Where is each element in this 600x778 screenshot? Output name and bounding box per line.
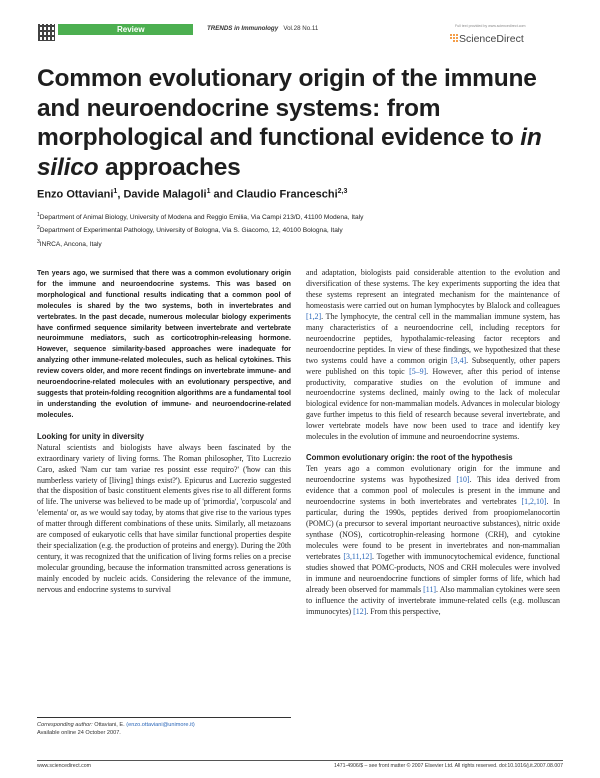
page-footer [37,760,563,769]
citation-link[interactable]: [1,2] [306,311,322,321]
affil-sup: 1 [37,212,40,218]
abstract [37,269,291,422]
correspondence-note [37,717,291,737]
author-name: Claudio Franceschi [236,188,338,201]
left-column [37,269,291,596]
sciencedirect-logo[interactable]: ScienceDirect [459,33,524,45]
author-name: Davide Malagoli [123,188,207,201]
section-label: Review [117,25,145,34]
affil-text: Department of Animal Biology, University of Modena and Reggio Emilia, Via Campi 213/D, 41100 Modena, Italy [39,214,364,222]
affil-sup: 2 [37,225,40,232]
text-run: . In particular, during the 1990s, peptides derived from proopiomelanocortin (POMC) (a precursor to several important neuroactive substances), nitric oxide synthase (NOS), corticotrophin-releasing hormone (CRH), and cytokine molecules were found to be present in invertebrates and non-mammalian vertebrates [306,497,560,561]
citation-link[interactable]: [3,11,12] [343,551,373,561]
title-italic: in silico [37,124,542,181]
affiliation [37,223,577,236]
corresp-email-link[interactable]: (enzo.ottaviani@unimore.it) [126,722,195,728]
abstract-text: Ten years ago, we surmised that there was a common evolutionary origin for the immune and neuroendocrine systems. This was based on morphological and functional results indicating that a common pool of molecules is shared by the two systems, both in invertebrates and vertebrates. In the past decade, numerous molecular biology experiments have confirmed sequence similarity between invertebrate and vertebrate neuroimmune mediators, such as corticotrophin-releasing hormone. However, sequence similarity-based approaches were inadequate for analyzing other immune-related molecules, such as helical cytokines. This review covers older, and more recent findings on invertebrate immune- and neuroendocrine-related molecules with an evolutionary perspective, and suggests that protein-folding recognition algorithms are a fundamental tool in understanding the evolution of immune- and neuroendocrine-related molecules. [37,270,291,419]
footer-site[interactable]: www.sciencedirect.com [37,763,91,769]
affil-sup: 3 [37,238,40,245]
paragraph [306,464,560,617]
section-looking-for-unity [37,432,291,596]
text-run: . The lymphocyte, the central cell in the mammalian immune system, has many characteristics of a neuroendocrine cell, including receptors for neuroendocrine peptides, hypothalamic-releasing factor receptors and neuroendocrine peptides. In view of these findings, we hypothesized that these two systems could have a common origin [306,311,560,365]
intro-continued [306,268,560,443]
title-main: Common evolutionary origin of the immune and neuroendocrine systems: from morphological and functional evidence to [37,65,537,151]
section-common-origin [306,453,560,617]
text-run: . This idea derived from evidence that a common pool of molecules is present in the immune and neuroendocrine systems in both invertebrates and vertebrates [306,475,560,507]
affiliation [37,237,577,250]
title-tail: approaches [98,153,241,181]
online-date: Available online 24 October 2007. [37,730,121,736]
text-run: . From this perspective, [366,606,441,616]
text-run: . Together with immunocytochemical evidence, functional studies showed that POMC-products, NOS and CRH molecules were involved in immune and neuroendocrine functions of simpler forms of life, which had already been observed for mammals [306,551,560,594]
author-list: Enzo Ottaviani$^1$, Davide Malagoli$^1$ and Claudio Franceschi$^{2,3}$ [37,188,348,201]
article-title [37,64,567,182]
right-column [306,268,560,618]
paragraph: Natural scientists and biologists have always been fascinated by the extraordinary variety of living forms. The Roman philosopher, Tito Lucrezio Caro, asked 'Nam cur tam variae res possint esse requiro?' ('how can this numberless variety of [living] things exist?'). Epicurus and Lucrezio suggested that the disposition of basic constituent elements gives rise to all different forms of life. The universe was believed to be made up of 'primordia', 'corpuscola' and 'elementa' or, as we would say today, by atoms that give rise to the various types of matter through different combinations of these units. Similarly, all metazoans are composed of eukaryotic cells that have similar functional properties despite their specialization (e.g. the production of proteins and energy). During the 20th century, it was recognized that the unification of living forms relies on a precise molecular grounding, because the information transmitted across generations is mainly encoded by nucleic acids. Considering the relevance of the immune, nervous and endocrine systems to survival [37,442,291,595]
citation-link[interactable]: [10] [456,475,470,485]
citation-link[interactable]: [1,2,10] [521,497,547,507]
author-name: Enzo Ottaviani [37,188,114,201]
author-affil-sup: 2,3 [337,188,348,195]
text-run: . However, after this period of intense productivity, comparative studies on the evolution of immune and neuroendocrine systems declined, mainly owing to the lack of molecular biological evidence for non-mammalian models. Advances in molecular biology gave further impetus to this field of research because several invertebrate, and lower vertebrate models have now been used to trace and identify key molecules in the evolution of immune and neuroendocrine systems. [306,366,560,442]
affil-text: Department of Experimental Pathology, University of Bologna, Via S. Giacomo, 12, 40100 Bologna, Italy [39,227,343,235]
paragraph [306,268,560,443]
citation-link[interactable]: [11] [423,584,437,594]
journal-info [207,25,318,32]
footer-copyright: 1471-4906/$ – see front matter © 2007 Elsevier Ltd. All rights reserved. doi:10.1016/j.it.2007.08.007 [333,763,563,769]
citation-link[interactable]: [12] [353,606,367,616]
text-run: and adaptation, biologists paid considerable attention to the evolution and diversification of these systems. The key experiments supporting the idea that these systems represent an integrated mechanism for the maintenance of homeostasis were carried out on human lymphocytes by Blalock and colleagues [306,268,560,310]
qr-code-icon [38,24,55,41]
affil-text: INRCA, Ancona, Italy [39,240,102,248]
citation-link[interactable]: [5–9] [409,366,427,376]
corresponding-author [37,721,291,729]
sciencedirect-logo-icon [450,34,458,42]
author-affil-sup: 1 [206,188,211,195]
text-run: . Subsequently, other papers were published on this topic [306,355,560,376]
section-heading: Looking for unity in diversity [37,431,144,441]
journal-volume: Vol.28 No.11 [283,25,319,32]
affiliations [37,210,577,250]
section-label-bar [58,24,193,35]
corresp-name: Ottaviani, E. [92,722,127,728]
corresp-label: Corresponding author: [37,722,93,728]
section-heading: Common evolutionary origin: the root of the hypothesis [306,453,513,463]
author-affil-sup: 1 [113,188,118,195]
sciencedirect-note: Full text provided by www.sciencedirect.com [455,24,526,28]
text-run: . Also mammalian cytokines were seen to influence the activity of invertebrate immune-related cells (e.g. molluscan immunocytes) [306,584,560,616]
journal-name: TRENDS in Immunology [207,25,279,32]
affiliation [37,210,577,223]
text-run: Ten years ago a common evolutionary origin for the immune and neuroendocrine systems was hypothesized [306,464,560,485]
citation-link[interactable]: [3,4] [451,355,467,365]
